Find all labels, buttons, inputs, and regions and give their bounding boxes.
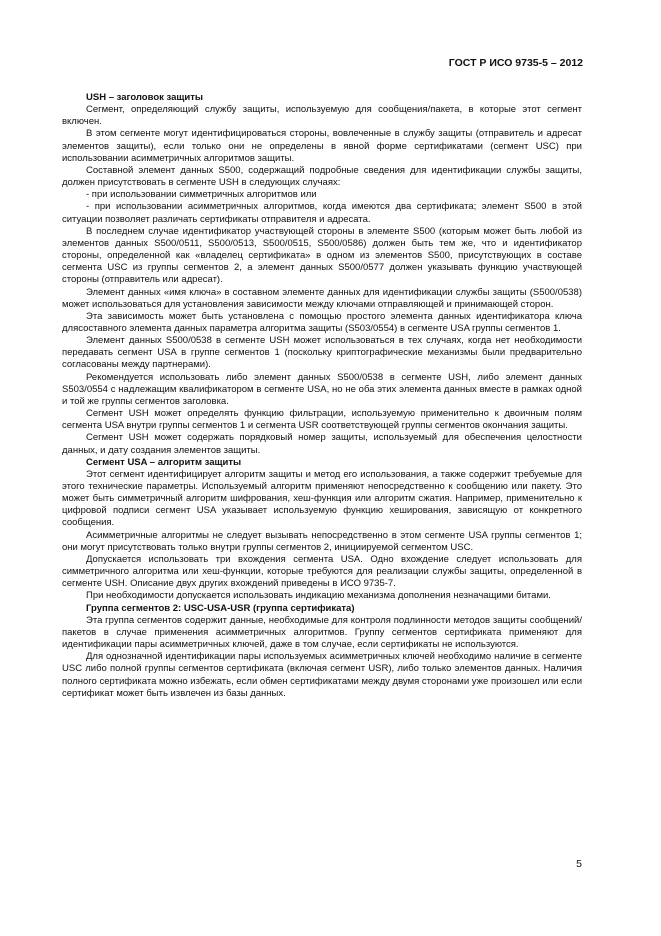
list-item: - при использовании асимметричных алгоритмов, когда имеются два сертификата; элемент S500 в этой ситуации позволяет различать сертификаты отправителя и адресата. xyxy=(62,201,582,225)
paragraph: Эта группа сегментов содержит данные, необходимые для контроля подлинности методов защиты сообщений/пакетов в случае применения асимметричных алгоритмов. Группу сегментов сертификата применяют для идентификации пары асимметричных ключей, даже в том случае, если сертификаты не используются. xyxy=(62,614,582,651)
section-heading-ush: USH – заголовок защиты xyxy=(86,92,204,103)
paragraph: Элемент данных «имя ключа» в составном элементе данных для идентификации службы защиты (S500/0538) может использоваться для установления зависимости между ключами отправляющей и принимающей сторон. xyxy=(62,286,582,310)
section-heading-usa: Сегмент USA – алгоритм защиты xyxy=(86,456,242,468)
paragraph: В этом сегменте могут идентифицироваться стороны, вовлеченные в службу защиты (отправитель и адресат элементов защиты), если только они не определены в явной форме сертификатами (сегмент USC) при использовании асимметричных алгоритмов защиты. xyxy=(62,128,582,164)
paragraph: Сегмент USH может определять функцию фильтрации, используемую применительно к двоичным полям сегмента USA внутри группы сегментов 1 и сегмента USR соответствующей группы сегментов окончания защиты. xyxy=(62,408,582,432)
paragraph: При необходимости допускается использовать индикацию механизма дополнения незначащими битами. xyxy=(86,590,551,602)
document-body xyxy=(62,92,582,700)
paragraph: В последнем случае идентификатор участвующей стороны в элементе S500 (которым может быть любой из элементов данных S500/0511, S500/0513, S500/0515, S500/0586) должен быть тем же, что и идентификатор стороны, определенной как «владелец сертификата» в одном из элементов S500, присутствующих в составе сегмента USC из группы сегментов 2, а элемент данных S500/0577 должен указывать функцию участвующей стороны (отправитель или адресат). xyxy=(62,225,582,286)
section-heading-segment-group-2: Группа сегментов 2: USC-USA-USR (группа сертификата) xyxy=(86,602,355,614)
paragraph: Составной элемент данных S500, содержащий подробные сведения для идентификации службы защиты, должен присутствовать в сегменте USH в следующих случаях: xyxy=(62,164,582,189)
paragraph: Эта зависимость может быть установлена с помощью простого элемента данных идентификатора ключа длясоставного элемента данных параметра алгоритма защиты (S503/0554) в сегменте USA группы сегментов 1. xyxy=(62,310,582,334)
paragraph: Сегмент USH может содержать порядковый номер защиты, используемый для обеспечения целостности данных, и дату создания элементов защиты. xyxy=(62,432,582,456)
document-header: ГОСТ Р ИСО 9735-5 – 2012 xyxy=(448,57,583,69)
paragraph: Для однозначной идентификации пары используемых асимметричных ключей необходимо наличие в сегменте USC либо полной группы сегментов сертификата (включая сегмент USR), либо только элементов данных. Наличия полного сертификата можно избежать, если обмен сертификатами между двумя сторонами уже произошел или если сертификат может быть извлечен из базы данных. xyxy=(62,651,582,699)
paragraph: Асимметричные алгоритмы не следует вызывать непосредственно в этом сегменте USA группы сегментов 1; они могут присутствовать только внутри группы сегментов 2, инициируемой сегментом USC. xyxy=(62,529,582,553)
paragraph: Элемент данных S500/0538 в сегменте USH может использоваться в тех случаях, когда нет необходимости передавать сегмент USA в группе сегментов 1 (поскольку криптографические механизмы были предварительно согласованы между партнерами). xyxy=(62,335,582,371)
paragraph: Допускается использовать три вхождения сегмента USA. Одно вхождение следует использовать для симметричного алгоритма или хеш-функции, которые требуются для реализации службы защиты, определенной в сегменте USH. Описание двух других вхождений приведены в ИСО 9735-7. xyxy=(62,553,582,590)
list-item: - при использовании симметричных алгоритмов или xyxy=(86,189,317,201)
paragraph: Сегмент, определяющий службу защиты, используемую для сообщения/пакета, в которые этот сегмент включен. xyxy=(62,104,582,128)
page-number: 5 xyxy=(576,858,582,870)
paragraph: Этот сегмент идентифицирует алгоритм защиты и метод его использования, а также содержит требуемые для этого технические параметры. Используемый алгоритм применяют непосредственно к сообщению или пакету. Это может быть симметричный алгоритм шифрования, хеш-функция или алгоритм сжатия. Например, применительно к цифровой подписи сегмент USA указывает используемую функцию хеширования, зависящую от конкретного сообщения. xyxy=(62,468,582,529)
paragraph: Рекомендуется использовать либо элемент данных S500/0538 в сегменте USH, либо элемент данных S503/0554 с надлежащим квалификатором в сегменте USA, но не оба этих элемента данных вместе в рамках одной и той же группы сегментов заголовка. xyxy=(62,371,582,407)
